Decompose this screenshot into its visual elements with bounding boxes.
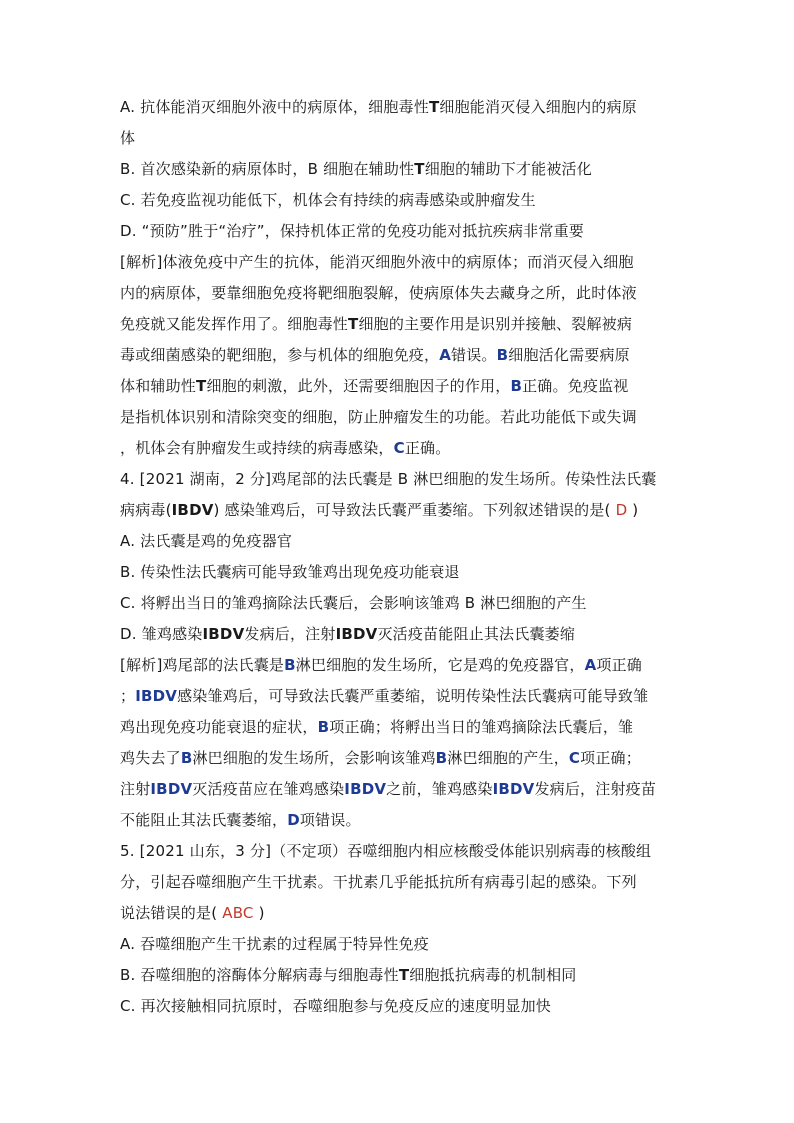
text-line — [120, 743, 680, 774]
text-line — [120, 309, 680, 340]
text-segment: T — [414, 160, 425, 178]
text-line — [120, 216, 680, 247]
option-reference: B — [180, 749, 193, 767]
text-line — [120, 371, 680, 402]
text-segment: 5. [2021 山东，3 分]（不定项）吞噬细胞内相应核酸受体能识别病毒的核酸组 — [120, 842, 652, 860]
text-line — [120, 681, 680, 712]
text-segment: 4. [2021 湖南，2 分]鸡尾部的法氏囊是 B 淋巴细胞的发生场所。传染性法氏囊 — [120, 470, 657, 488]
text-segment: 鸡出现免疫功能衰退的症状， — [120, 718, 318, 736]
text-line — [120, 991, 680, 1022]
text-line — [120, 123, 680, 154]
option-reference: B — [284, 656, 296, 674]
text-line — [120, 836, 680, 867]
text-segment: B. 传染性法氏囊病可能导致雏鸡出现免疫功能衰退 — [120, 563, 460, 581]
option-reference: D — [287, 811, 300, 829]
text-segment: D. “预防”胜于“治疗”，保持机体正常的免疫功能对抵抗疾病非常重要 — [120, 222, 584, 240]
text-segment: A. 法氏囊是鸡的免疫器官 — [120, 532, 293, 550]
text-segment: 病病毒( — [120, 501, 172, 519]
text-segment: 细胞的主要作用是识别并接触、裂解被病 — [358, 315, 633, 333]
text-segment: 免疫就又能发挥作用了。细胞毒性 — [120, 315, 349, 333]
option-reference: B — [510, 377, 523, 395]
answer-key: ABC — [217, 904, 259, 922]
text-line — [120, 247, 680, 278]
text-segment: ； — [120, 687, 136, 705]
option-reference: B — [435, 749, 448, 767]
text-line — [120, 588, 680, 619]
option-reference: C — [568, 749, 581, 767]
text-segment: 是指机体识别和清除突变的细胞，防止肿瘤发生的功能。若此功能低下或失调 — [120, 408, 637, 426]
text-segment: 淋巴细胞的产生， — [447, 749, 569, 767]
text-line — [120, 433, 680, 464]
text-segment: 发病后，注射疫苗 — [534, 780, 657, 798]
text-segment: 不能阻止其法氏囊萎缩， — [120, 811, 288, 829]
text-segment: 分，引起吞噬细胞产生干扰素。干扰素几乎能抵抗所有病毒引起的感染。下列 — [120, 873, 637, 891]
option-reference: B — [317, 718, 330, 736]
text-segment: B. 吞噬细胞的溶酶体分解病毒与细胞毒性 — [120, 966, 399, 984]
text-segment: B. 首次感染新的病原体时，B 细胞在辅助性 — [120, 160, 415, 178]
text-line — [120, 185, 680, 216]
text-line — [120, 154, 680, 185]
text-segment: 项错误。 — [299, 811, 361, 829]
text-line — [120, 340, 680, 371]
text-line — [120, 619, 680, 650]
text-segment: 体和辅助性 — [120, 377, 197, 395]
text-segment: A. 吞噬细胞产生干扰素的过程属于特异性免疫 — [120, 935, 429, 953]
text-segment: 淋巴细胞的发生场所，它是鸡的免疫器官， — [295, 656, 585, 674]
answer-key: D — [610, 501, 633, 519]
option-reference: IBDV — [492, 780, 535, 798]
text-segment: T — [348, 315, 359, 333]
text-segment: 发病后，注射 — [244, 625, 336, 643]
text-line — [120, 774, 680, 805]
text-segment: D. 雏鸡感染 — [120, 625, 203, 643]
text-line — [120, 464, 680, 495]
text-segment: ) 感染雏鸡后，可导致法氏囊严重萎缩。下列叙述错误的是( — [213, 501, 611, 519]
text-line — [120, 960, 680, 991]
text-segment: 之前，雏鸡感染 — [386, 780, 493, 798]
text-segment: T — [398, 966, 410, 984]
text-line — [120, 526, 680, 557]
text-line — [120, 712, 680, 743]
text-segment: ，机体会有肿瘤发生或持续的病毒感染， — [120, 439, 394, 457]
text-segment: IBDV — [171, 501, 214, 519]
text-segment: 体 — [120, 129, 136, 147]
text-segment: 细胞抵抗病毒的机制相同 — [409, 966, 577, 984]
text-line — [120, 929, 680, 960]
option-reference: IBDV — [150, 780, 193, 798]
text-line — [120, 557, 680, 588]
option-reference: C — [393, 439, 405, 457]
document-body — [120, 92, 680, 1022]
option-reference: IBDV — [344, 780, 387, 798]
text-segment: 细胞的刺激，此外，还需要细胞因子的作用， — [206, 377, 511, 395]
text-line — [120, 495, 680, 526]
text-line — [120, 402, 680, 433]
text-segment: A. 抗体能消灭细胞外液中的病原体，细胞毒性 — [120, 98, 429, 116]
option-reference: A — [439, 346, 452, 364]
text-segment: 说法错误的是( — [120, 904, 218, 922]
text-segment: 淋巴细胞的发生场所，会影响该雏鸡 — [192, 749, 436, 767]
text-segment: 细胞的辅助下才能被活化 — [424, 160, 592, 178]
text-segment: 内的病原体，要靠细胞免疫将靶细胞裂解，使病原体失去藏身之所，此时体液 — [120, 284, 637, 302]
text-segment: 鸡失去了 — [120, 749, 181, 767]
text-segment: IBDV — [202, 625, 245, 643]
text-line — [120, 278, 680, 309]
text-line — [120, 867, 680, 898]
text-line — [120, 650, 680, 681]
text-segment: C. 若免疫监视功能低下，机体会有持续的病毒感染或肿瘤发生 — [120, 191, 536, 209]
text-segment: C. 再次接触相同抗原时，吞噬细胞参与免疫反应的速度明显加快 — [120, 997, 552, 1015]
text-segment: 项正确 — [596, 656, 642, 674]
text-segment: IBDV — [335, 625, 378, 643]
text-segment: 细胞活化需要病原 — [508, 346, 630, 364]
text-segment: 项正确； — [580, 749, 641, 767]
text-segment: C. 将孵出当日的雏鸡摘除法氏囊后，会影响该雏鸡 B 淋巴细胞的产生 — [120, 594, 587, 612]
text-segment: ) — [632, 501, 639, 519]
text-segment: 注射 — [120, 780, 151, 798]
text-segment: 灭活疫苗能阻止其法氏囊萎缩 — [377, 625, 576, 643]
text-segment: 感染雏鸡后，可导致法氏囊严重萎缩，说明传染性法氏囊病可能导致雏 — [177, 687, 649, 705]
text-segment: 毒或细菌感染的靶细胞，参与机体的细胞免疫， — [120, 346, 440, 364]
text-segment: 灭活疫苗应在雏鸡感染 — [192, 780, 345, 798]
option-reference: B — [496, 346, 509, 364]
text-segment: 正确。免疫监视 — [522, 377, 629, 395]
text-segment: 项正确；将孵出当日的雏鸡摘除法氏囊后，雏 — [329, 718, 634, 736]
text-segment: T — [196, 377, 207, 395]
text-segment: ) — [258, 904, 265, 922]
option-reference: IBDV — [135, 687, 178, 705]
text-segment: 正确。 — [404, 439, 451, 457]
text-line — [120, 805, 680, 836]
text-segment: 错误。 — [451, 346, 497, 364]
text-line — [120, 898, 680, 929]
text-segment: T — [428, 98, 440, 116]
text-segment: [解析]鸡尾部的法氏囊是 — [120, 656, 285, 674]
text-segment: 细胞能消灭侵入细胞内的病原 — [439, 98, 637, 116]
text-segment: [解析]体液免疫中产生的抗体，能消灭细胞外液中的病原体；而消灭侵入细胞 — [120, 253, 634, 271]
option-reference: A — [584, 656, 597, 674]
text-line — [120, 92, 680, 123]
